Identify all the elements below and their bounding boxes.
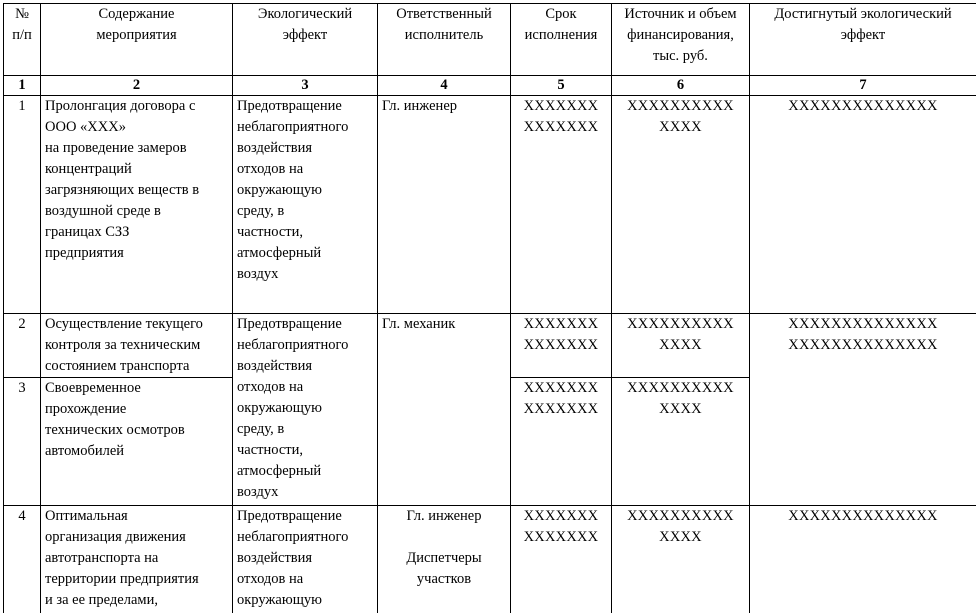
- measures-table: [3, 3, 976, 613]
- column-number: 4: [378, 76, 511, 96]
- measure-content: Оптимальная организация движения автотранспорта на территории предприятия и за ее пределами,: [41, 506, 233, 613]
- column-number-row: [4, 76, 977, 96]
- measure-content: Пролонгация договора с ООО «XXX» на проведение замеров концентраций загрязняющих веществ в воздушной среде в границах СЗЗ предприятия: [41, 96, 233, 314]
- row-number: 1: [4, 96, 41, 314]
- ecological-effect: Предотвращение неблагоприятного воздействия отходов на окружающую: [233, 506, 378, 613]
- achieved-effect: XXXXXXXXXXXXXX: [750, 506, 977, 613]
- column-number: 6: [612, 76, 750, 96]
- row-number: 3: [4, 378, 41, 506]
- table-row: [4, 314, 977, 378]
- financing-source: XXXXXXXXXX XXXX: [612, 314, 750, 378]
- execution-term: XXXXXXX XXXXXXX: [511, 314, 612, 378]
- ecological-effect: Предотвращение неблагоприятного воздействия отходов на окружающую среду, в частности, атмосферный воздух: [233, 314, 378, 506]
- table-row: [4, 96, 977, 314]
- header-finance: Источник и объем финансирования, тыс. руб.: [612, 4, 750, 76]
- financing-source: XXXXXXXXXX XXXX: [612, 96, 750, 314]
- header-term: Срок исполнения: [511, 4, 612, 76]
- financing-source: XXXXXXXXXX XXXX: [612, 506, 750, 613]
- row-number: 4: [4, 506, 41, 613]
- column-number: 5: [511, 76, 612, 96]
- column-number: 7: [750, 76, 977, 96]
- document-page: [3, 3, 976, 613]
- measure-content: Своевременное прохождение технических осмотров автомобилей: [41, 378, 233, 506]
- header-effect: Экологический эффект: [233, 4, 378, 76]
- table-row: [4, 506, 977, 613]
- execution-term: XXXXXXX XXXXXXX: [511, 378, 612, 506]
- responsible-executor: Гл. инженер Диспетчеры участков: [378, 506, 511, 613]
- header-achieved: Достигнутый экологический эффект: [750, 4, 977, 76]
- header-num: № п/п: [4, 4, 41, 76]
- column-number: 3: [233, 76, 378, 96]
- achieved-effect: XXXXXXXXXXXXXX XXXXXXXXXXXXXX: [750, 314, 977, 506]
- responsible-executor: Гл. инженер: [378, 96, 511, 314]
- column-number: 2: [41, 76, 233, 96]
- financing-source: XXXXXXXXXX XXXX: [612, 378, 750, 506]
- header-content: Содержание мероприятия: [41, 4, 233, 76]
- responsible-executor: Гл. механик: [378, 314, 511, 506]
- column-number: 1: [4, 76, 41, 96]
- ecological-effect: Предотвращение неблагоприятного воздействия отходов на окружающую среду, в частности, атмосферный воздух: [233, 96, 378, 314]
- header-executor: Ответственный исполнитель: [378, 4, 511, 76]
- measure-content: Осуществление текущего контроля за техническим состоянием транспорта: [41, 314, 233, 378]
- execution-term: XXXXXXX XXXXXXX: [511, 96, 612, 314]
- header-row: [4, 4, 977, 76]
- row-number: 2: [4, 314, 41, 378]
- execution-term: XXXXXXX XXXXXXX: [511, 506, 612, 613]
- achieved-effect: XXXXXXXXXXXXXX: [750, 96, 977, 314]
